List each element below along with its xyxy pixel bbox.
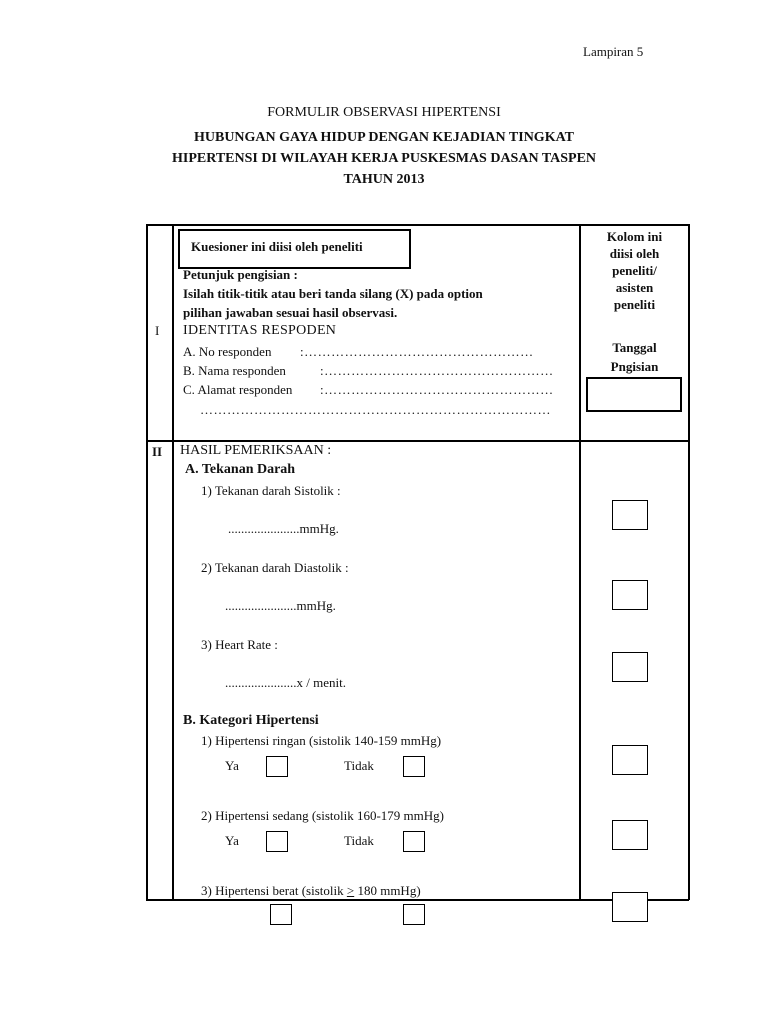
category-moderate-yes-label: Ya: [225, 833, 239, 848]
partB-title: B. Kategori Hipertensi: [183, 713, 319, 728]
filled-by-note: Kuesioner ini diisi oleh peneliti: [191, 239, 363, 254]
category-moderate-no-checkbox[interactable]: [403, 831, 425, 852]
date-entry-box[interactable]: [586, 377, 682, 412]
field-alamat-responden-input[interactable]: :……………………………………………: [320, 382, 554, 397]
heart-rate-label: 3) Heart Rate :: [201, 637, 278, 652]
category-moderate-yes-checkbox[interactable]: [266, 831, 288, 852]
category-mild-no-checkbox[interactable]: [403, 756, 425, 777]
diastolic-label: 2) Tekanan darah Diastolik :: [201, 560, 349, 575]
section1-number: I: [155, 323, 160, 338]
field-alamat-continuation[interactable]: ……………………………………………………………………: [200, 402, 551, 417]
table-side-divider: [579, 224, 581, 900]
side-header-line5: peneliti: [613, 297, 656, 312]
category-severe-label: [201, 883, 421, 899]
study-title-line1: HUBUNGAN GAYA HIDUP DENGAN KEJADIAN TINGKAT: [193, 130, 574, 145]
table-left-border: [146, 224, 148, 900]
systolic-code-box[interactable]: [612, 500, 648, 530]
field-no-responden-label: A. No responden: [183, 344, 272, 359]
diastolic-code-box[interactable]: [612, 580, 648, 610]
instructions-title: Petunjuk pengisian :: [183, 267, 298, 282]
category-moderate-label: 2) Hipertensi sedang (sistolik 160-179 mmHg): [201, 808, 444, 823]
side-header-line4: asisten: [615, 280, 654, 295]
table-right-border: [688, 224, 690, 900]
systolic-label: 1) Tekanan darah Sistolik :: [201, 483, 341, 498]
category-severe-no-checkbox[interactable]: [403, 904, 425, 925]
study-title-line3: TAHUN 2013: [343, 172, 425, 187]
category-severe-label-prefix: 3) Hipertensi berat (sistolik: [201, 883, 347, 898]
section2-number: II: [152, 444, 163, 459]
table-bottom-border: [146, 899, 689, 901]
category-severe-label-symbol: >: [346, 883, 355, 898]
category-mild-yes-checkbox[interactable]: [266, 756, 288, 777]
table-row-divider: [146, 440, 689, 442]
category-severe-code-box[interactable]: [612, 892, 648, 922]
category-moderate-no-label: Tidak: [344, 833, 374, 848]
table-top-border: [146, 224, 689, 226]
side-header-line2: diisi oleh: [609, 246, 660, 261]
side-header-line3: peneliti/: [612, 263, 657, 278]
category-mild-no-label: Tidak: [344, 758, 374, 773]
table-number-divider: [172, 224, 174, 900]
field-nama-responden-label: B. Nama responden: [183, 363, 286, 378]
field-no-responden-input[interactable]: :……………………………………………: [300, 344, 534, 359]
form-title: FORMULIR OBSERVASI HIPERTENSI: [267, 105, 501, 120]
field-nama-responden-input[interactable]: :……………………………………………: [320, 363, 554, 378]
section2-title: HASIL PEMERIKSAAN :: [180, 443, 332, 458]
instructions-line1: Isilah titik-titik atau beri tanda silang (X) pada option: [183, 286, 483, 301]
attachment-label: Lampiran 5: [583, 44, 644, 59]
study-title-line2: HIPERTENSI DI WILAYAH KERJA PUSKESMAS DASAN TASPEN: [171, 151, 597, 166]
category-mild-label: 1) Hipertensi ringan (sistolik 140-159 mmHg): [201, 733, 442, 748]
filled-by-box: [178, 229, 411, 269]
side-header-line1: Kolom ini: [606, 229, 663, 244]
field-alamat-responden-label: C. Alamat responden: [183, 382, 293, 397]
category-severe-yes-checkbox[interactable]: [270, 904, 292, 925]
category-severe-label-suffix: 180 mmHg): [354, 883, 421, 898]
identity-title: IDENTITAS RESPODEN: [183, 323, 337, 338]
partA-title: A. Tekanan Darah: [185, 462, 296, 477]
heart-rate-blank[interactable]: ......................x / menit.: [225, 675, 346, 690]
instructions-line2: pilihan jawaban sesuai hasil observasi.: [183, 305, 398, 320]
category-mild-yes-label: Ya: [225, 758, 239, 773]
heart-rate-code-box[interactable]: [612, 652, 648, 682]
systolic-blank[interactable]: ......................mmHg.: [228, 521, 339, 536]
date-label-line2: Pngisian: [610, 359, 659, 374]
date-label-line1: Tanggal: [612, 340, 657, 355]
category-mild-code-box[interactable]: [612, 745, 648, 775]
category-moderate-code-box[interactable]: [612, 820, 648, 850]
diastolic-blank[interactable]: ......................mmHg.: [225, 598, 336, 613]
